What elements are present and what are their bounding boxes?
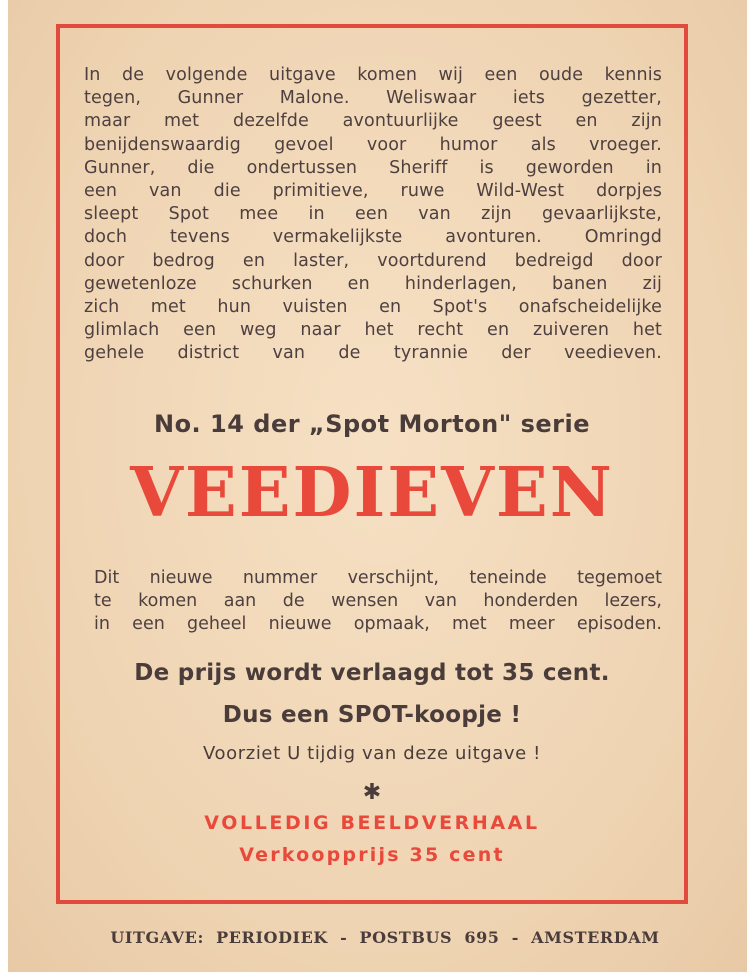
intro-line: gehele district van de tyrannie der veedieven. <box>84 343 662 364</box>
intro-line: gewetenloze schurken en hinderlagen, banen zij <box>84 273 662 294</box>
intro-line: Gunner, die ondertussen Sheriff is geworden in <box>84 157 662 178</box>
intro-line: zich met hun vuisten en Spot's onafscheidelijke <box>84 297 662 318</box>
announcement-line: Dit nieuwe nummer verschijnt, teneinde tegemoet <box>94 568 662 588</box>
issue-title: VEEDIEVEN <box>130 453 614 533</box>
announcement-paragraph <box>94 567 662 636</box>
publisher-imprint: UITGAVE: PERIODIEK - POSTBUS 695 - AMSTERDAM <box>110 928 660 947</box>
intro-line: door bedrog en laster, voortdurend bedreigd door <box>84 250 662 271</box>
intro-line: doch tevens vermakelijkste avonturen. Omringd <box>84 227 662 248</box>
intro-line: In de volgende uitgave komen wij een oude kennis <box>84 65 662 85</box>
series-heading: No. 14 der „Spot Morton" serie <box>153 410 591 438</box>
intro-line: een van die primitieve, ruwe Wild-West dorpjes <box>84 181 662 202</box>
intro-line: glimlach een weg naar het recht en zuiveren het <box>84 320 662 341</box>
sale-price-label: Verkoopprijs 35 cent <box>239 844 505 866</box>
intro-line: maar met dezelfde avontuurlijke geest en zijn <box>84 111 662 132</box>
star-icon: ✱ <box>362 780 382 805</box>
intro-line: sleept Spot mee in een van zijn gevaarlijkste, <box>84 204 662 225</box>
intro-paragraph <box>84 64 662 366</box>
announcement-line: te komen aan de wensen van honderden lezers, <box>94 591 662 611</box>
price-reduction-line: De prijs wordt verlaagd tot 35 cent. <box>134 660 610 686</box>
intro-line: benijdenswaardig gevoel voor humor als vroeger. <box>84 134 662 155</box>
complete-comic-label: VOLLEDIG BEELDVERHAAL <box>204 812 540 834</box>
announcement-line: in een geheel nieuwe opmaak, met meer episoden. <box>94 614 662 634</box>
bargain-line: Dus een SPOT-koopje ! <box>222 702 522 728</box>
intro-line: tegen, Gunner Malone. Weliswaar iets gezetter, <box>84 88 662 109</box>
advice-line: Voorziet U tijdig van deze uitgave ! <box>203 743 541 764</box>
